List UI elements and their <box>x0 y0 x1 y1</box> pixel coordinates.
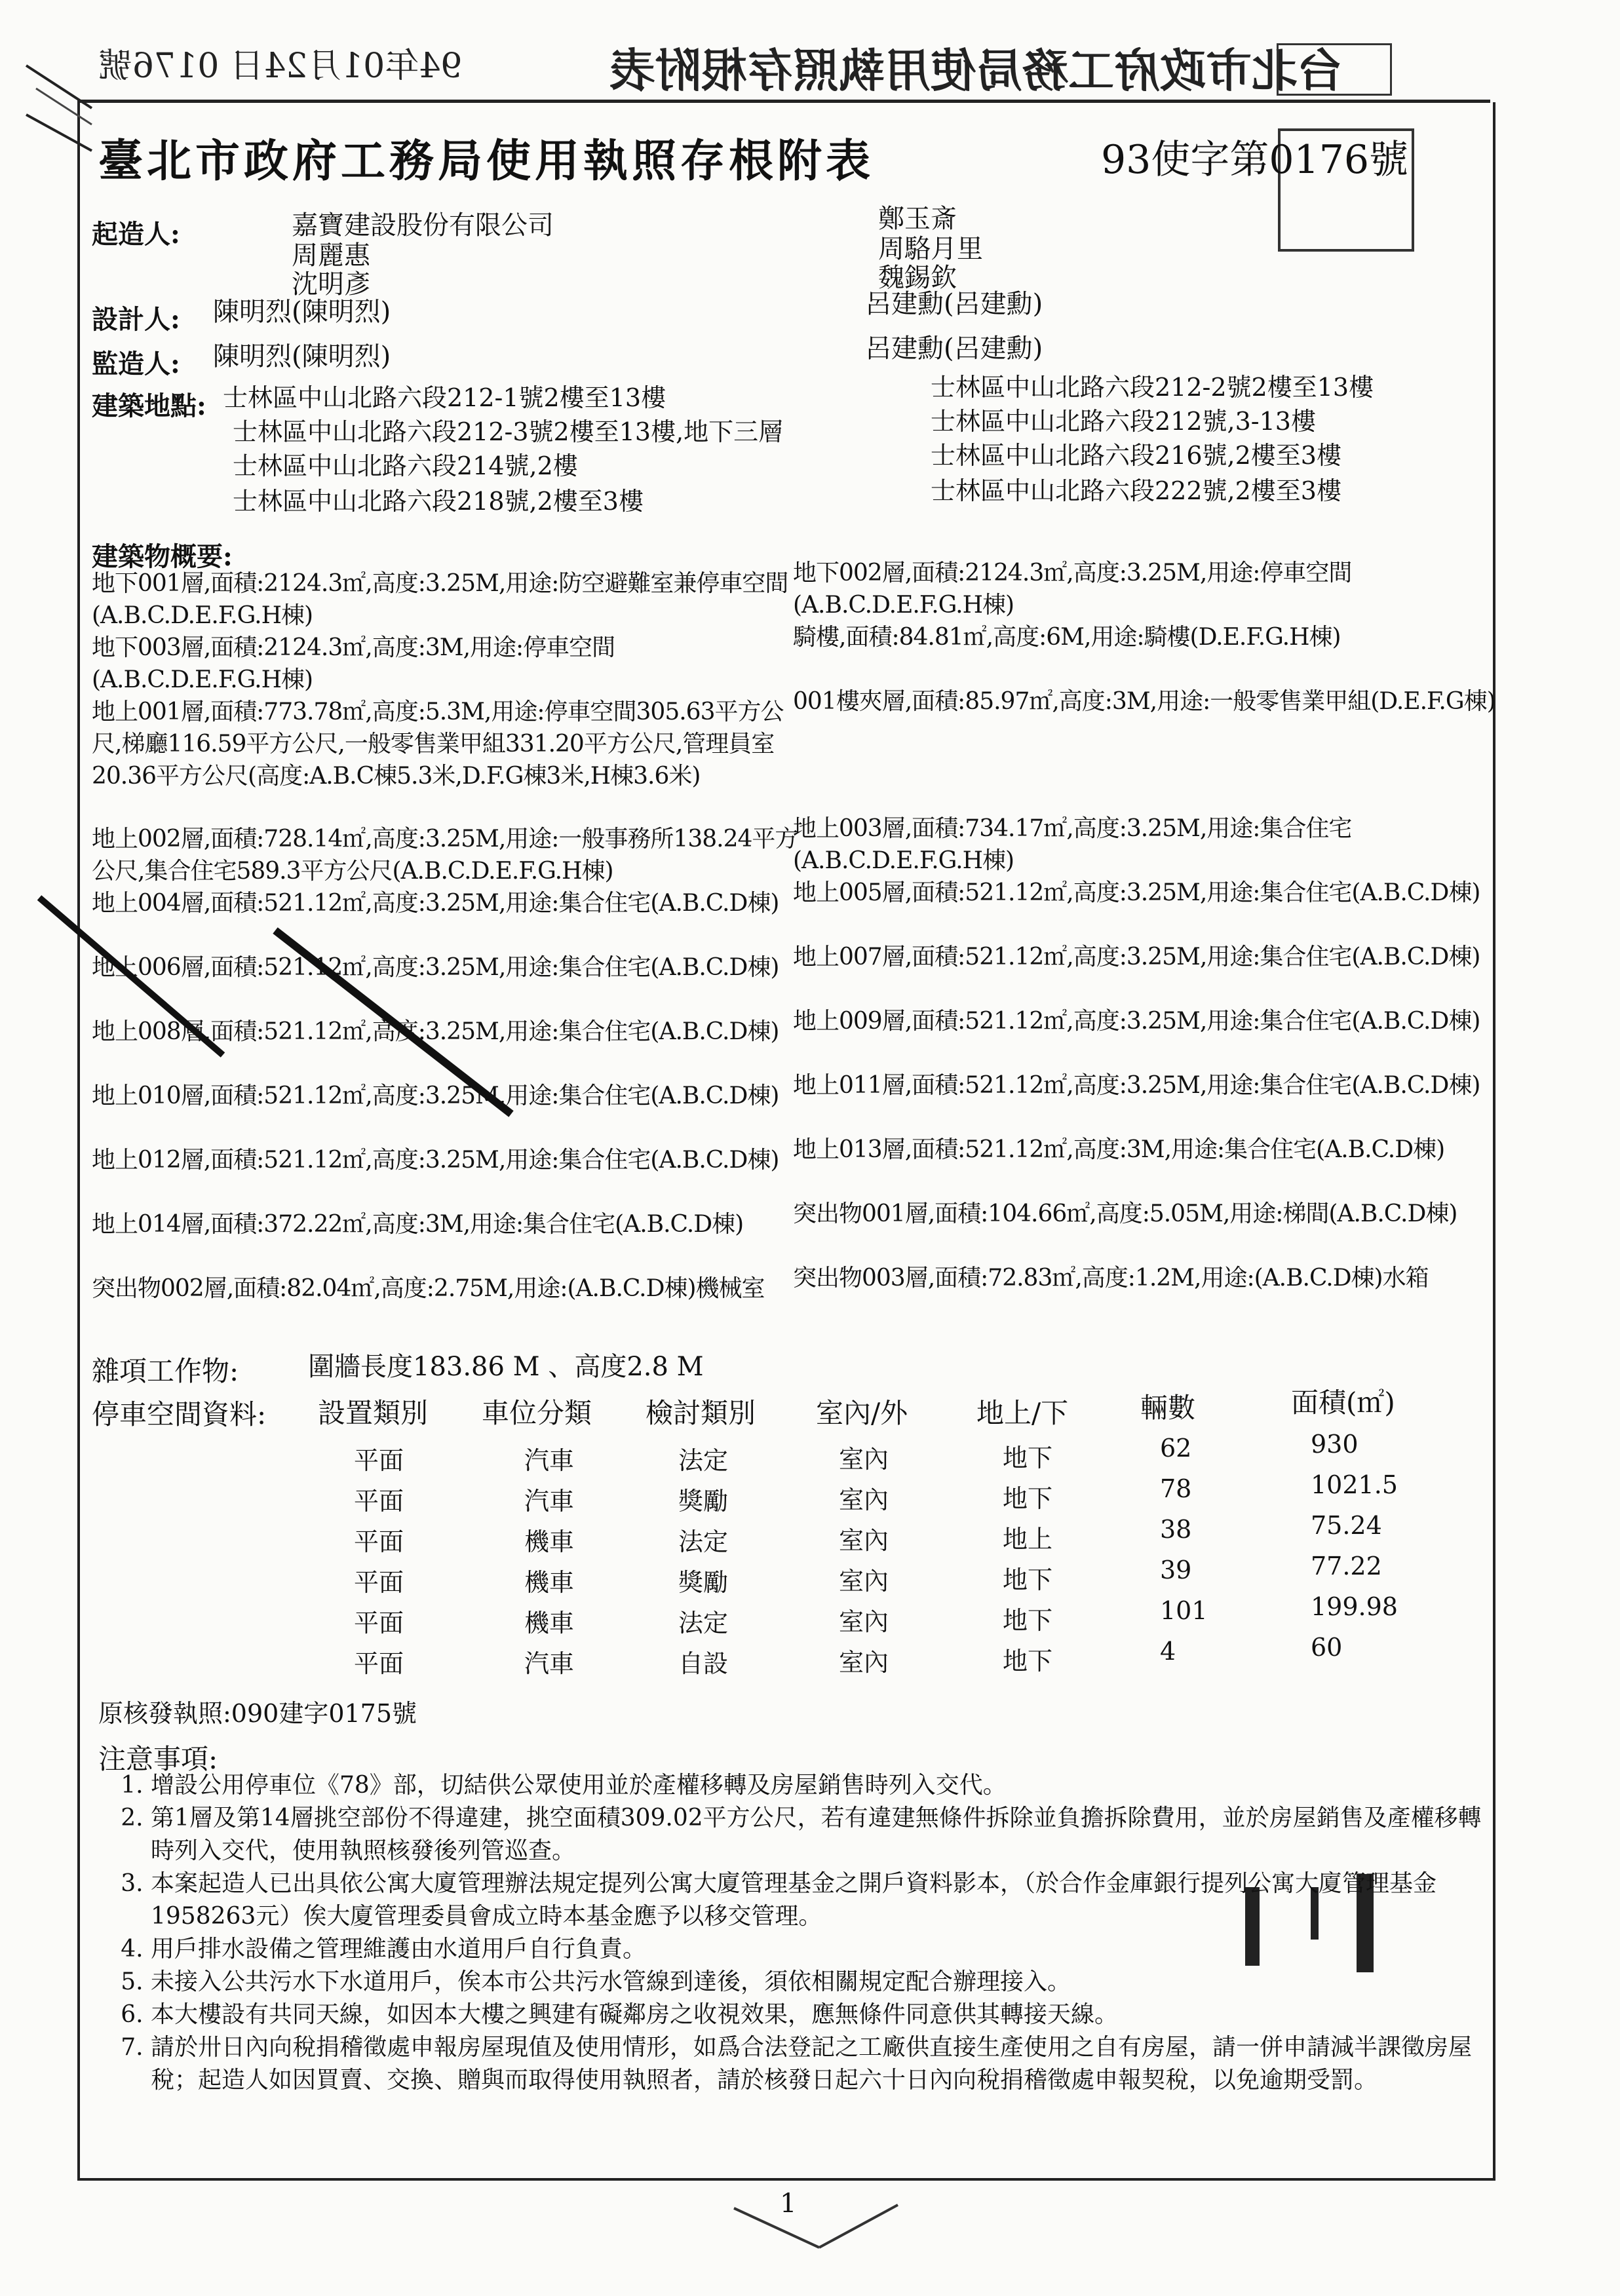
supervisor-left: 陳明烈(陳明烈) <box>213 341 391 372</box>
overview-left-2: 地下003層,面積:2124.3㎡,高度:3M,用途:停車空間(A.B.C.D.E.F.G.H棟) <box>92 634 615 693</box>
builder-left-3: 沈明彥 <box>292 269 370 299</box>
parking-header-7: 面積(㎡) <box>1291 1387 1395 1419</box>
parking-cell: 4 <box>1160 1637 1176 1666</box>
parking-header-5: 地上/下 <box>976 1397 1069 1429</box>
parking-header-3: 檢討類別 <box>646 1397 756 1429</box>
overview-right-11: 突出物003層,面積:72.83㎡,高度:1.2M,用途:(A.B.C.D棟)水箱 <box>793 1265 1429 1292</box>
designer-label: 設計人: <box>92 304 180 335</box>
note-item: 6. 本大樓設有共同天線，如因本大樓之興建有礙鄰房之收視效果，應無條件同意供其轉接天線。 <box>151 1999 1488 2031</box>
parking-cell: 930 <box>1311 1430 1359 1459</box>
site-left-4: 士林區中山北路六段218號,2樓至3樓 <box>233 487 644 516</box>
parking-cell: 地上 <box>1003 1525 1053 1554</box>
designer-left: 陳明烈(陳明烈) <box>213 297 391 327</box>
overview-left-7: 地上008層,面積:521.12㎡,高度:3.25M,用途:集合住宅(A.B.C.D棟) <box>92 1018 779 1045</box>
note-item: 2. 第1層及第14層挑空部份不得違建，挑空面積309.02平方公尺，若有違建無條件拆除並負擔拆除費用，並於房屋銷售及產權移轉時列入交代，使用執照核發後列管巡查。 <box>151 1802 1488 1867</box>
overview-left-4: 地上002層,面積:728.14㎡,高度:3.25M,用途:一般事務所138.24平方公尺,集合住宅589.3平方公尺(A.B.C.D.E.F.G.H棟) <box>92 826 798 885</box>
site-left-1: 士林區中山北路六段212-1號2樓至13樓 <box>223 383 666 412</box>
overview-left-6: 地上006層,面積:521.12㎡,高度:3.25M,用途:集合住宅(A.B.C.D棟) <box>92 954 779 981</box>
parking-cell: 38 <box>1160 1515 1192 1544</box>
site-right-2: 士林區中山北路六段212號,3-13樓 <box>931 407 1316 436</box>
parking-cell: 地下 <box>1003 1484 1053 1513</box>
parking-cell: 地下 <box>1003 1647 1053 1675</box>
parking-cell: 62 <box>1160 1434 1192 1463</box>
misc-label: 雜項工作物: <box>92 1355 239 1387</box>
parking-cell: 地下 <box>1003 1606 1053 1635</box>
parking-cell: 室內 <box>839 1485 889 1514</box>
parking-cell: 101 <box>1160 1596 1208 1625</box>
misc-value: 圍牆長度183.86 M 、高度2.8 M <box>308 1352 704 1382</box>
mirrored-header-left: 94年01月24日 0176號 <box>98 47 463 86</box>
parking-cell: 平面 <box>354 1527 404 1556</box>
parking-header-2: 車位分類 <box>482 1397 592 1429</box>
parking-cell: 汽車 <box>524 1446 575 1475</box>
parking-cell: 平面 <box>354 1487 404 1516</box>
parking-cell: 平面 <box>354 1649 404 1678</box>
site-left-2: 士林區中山北路六段212-3號2樓至13樓,地下三層 <box>233 417 784 446</box>
parking-cell: 地下 <box>1003 1444 1053 1472</box>
parking-cell: 平面 <box>354 1446 404 1475</box>
overview-right-2: 騎樓,面積:84.81㎡,高度:6M,用途:騎樓(D.E.F.G.H棟) <box>793 624 1341 651</box>
parking-cell: 60 <box>1311 1633 1343 1662</box>
overview-left-10: 地上014層,面積:372.22㎡,高度:3M,用途:集合住宅(A.B.C.D棟) <box>92 1211 744 1238</box>
parking-cell: 室內 <box>839 1648 889 1677</box>
parking-cell: 39 <box>1160 1556 1192 1584</box>
parking-cell: 室內 <box>839 1445 889 1474</box>
site-left-3: 士林區中山北路六段214號,2樓 <box>233 451 578 480</box>
site-right-1: 士林區中山北路六段212-2號2樓至13樓 <box>931 373 1374 402</box>
note-item: 3. 本案起造人已出具依公寓大廈管理辦法規定提列公寓大廈管理基金之開戶資料影本，（於合作金庫銀行提列公寓大廈管理基金1958263元）俟大廈管理委員會成立時本基金應予以移交管理。 <box>151 1867 1488 1933</box>
parking-label: 停車空間資料: <box>92 1398 267 1430</box>
overview-left-3: 地上001層,面積:773.78㎡,高度:5.3M,用途:停車空間305.63平方公尺,梯廳116.59平方公尺,一般零售業甲組331.20平方公尺,管理員室20.36平方公尺(高度:A.B.C棟5.3米,D.F.G棟3米,H棟3.6米) <box>92 698 784 790</box>
parking-cell: 平面 <box>354 1568 404 1597</box>
overview-right-9: 地上013層,面積:521.12㎡,高度:3M,用途:集合住宅(A.B.C.D棟) <box>793 1136 1445 1163</box>
notes-list <box>125 1769 1488 2097</box>
note-item: 5. 未接入公共污水下水道用戶，俟本市公共污水管線到達後，須依相關規定配合辦理接入。 <box>151 1966 1488 1999</box>
overview-right-1: 地下002層,面積:2124.3㎡,高度:3.25M,用途:停車空間(A.B.C.D.E.F.G.H棟) <box>793 560 1352 619</box>
parking-cell: 獎勵 <box>678 1568 729 1597</box>
overview-right-6: 地上007層,面積:521.12㎡,高度:3.25M,用途:集合住宅(A.B.C.D棟) <box>793 944 1480 970</box>
overview-label: 建築物概要: <box>92 541 233 572</box>
builder-right-3: 魏錫欽 <box>878 263 957 293</box>
overview-right-10: 突出物001層,面積:104.66㎡,高度:5.05M,用途:梯間(A.B.C.D棟) <box>793 1200 1457 1227</box>
parking-cell: 平面 <box>354 1609 404 1637</box>
overview-left-1: 地下001層,面積:2124.3㎡,高度:3.25M,用途:防空避難室兼停車空間(A.B.C.D.E.F.G.H棟) <box>92 570 788 629</box>
overview-right-8: 地上011層,面積:521.12㎡,高度:3.25M,用途:集合住宅(A.B.C.D棟) <box>793 1072 1480 1099</box>
overview-right-4: 地上003層,面積:734.17㎡,高度:3.25M,用途:集合住宅(A.B.C.D.E.F.G.H棟) <box>793 815 1352 874</box>
parking-cell: 地下 <box>1003 1565 1053 1594</box>
note-item: 1. 增設公用停車位《78》部，切結供公眾使用並於產權移轉及房屋銷售時列入交代。 <box>151 1769 1488 1802</box>
site-right-4: 士林區中山北路六段222號,2樓至3樓 <box>931 476 1341 505</box>
note-item: 7. 請於卅日內向稅捐稽徵處申報房屋現值及使用情形，如爲合法登記之工廠供直接生產使用之自有房屋，請一併申請減半課徵房屋稅；起造人如因買賣、交換、贈與而取得使用執照者，請於核發日起六十日內向稅捐稽徵處申報契稅，以免逾期受罰。 <box>151 2031 1488 2097</box>
parking-cell: 汽車 <box>524 1487 575 1516</box>
overview-left-9: 地上012層,面積:521.12㎡,高度:3.25M,用途:集合住宅(A.B.C.D棟) <box>92 1147 779 1174</box>
overview-right-7: 地上009層,面積:521.12㎡,高度:3.25M,用途:集合住宅(A.B.C.D棟) <box>793 1008 1480 1035</box>
parking-header-4: 室內/外 <box>816 1397 908 1429</box>
site-label: 建築地點: <box>92 391 206 421</box>
parking-cell: 汽車 <box>524 1649 575 1678</box>
builder-label: 起造人: <box>92 219 180 250</box>
original-permit: 原核發執照:090建字0175號 <box>98 1699 417 1728</box>
overview-left-8: 地上010層,面積:521.12㎡,高度:3.25M,用途:集合住宅(A.B.C.D棟) <box>92 1082 779 1109</box>
parking-cell: 機車 <box>524 1568 575 1597</box>
builder-right-2: 周駱月里 <box>878 234 983 264</box>
parking-cell: 77.22 <box>1311 1552 1382 1580</box>
site-right-3: 士林區中山北路六段216號,2樓至3樓 <box>931 441 1341 470</box>
parking-cell: 室內 <box>839 1607 889 1636</box>
page-number: 1 <box>780 2189 797 2219</box>
notes-label: 注意事項: <box>98 1743 218 1775</box>
parking-cell: 法定 <box>678 1609 729 1637</box>
overview-right-5: 地上005層,面積:521.12㎡,高度:3.25M,用途:集合住宅(A.B.C.D棟) <box>793 879 1480 906</box>
overview-right-3: 001樓夾層,面積:85.97㎡,高度:3M,用途:一般零售業甲組(D.E.F.G棟) <box>793 688 1495 715</box>
parking-header-6: 輛數 <box>1140 1392 1196 1424</box>
parking-cell: 199.98 <box>1311 1592 1398 1621</box>
designer-right: 呂建勳(呂建勳) <box>865 289 1043 319</box>
parking-cell: 75.24 <box>1311 1511 1382 1540</box>
parking-cell: 室內 <box>839 1567 889 1596</box>
mirrored-header-right: 台北市政府工務局使用執照存根附表 <box>609 43 1343 98</box>
builder-right-1: 鄭玉斎 <box>878 204 957 234</box>
parking-cell: 自設 <box>678 1649 729 1678</box>
supervisor-right: 呂建勳(呂建勳) <box>865 334 1043 364</box>
parking-cell: 78 <box>1160 1474 1192 1503</box>
parking-cell: 法定 <box>678 1527 729 1556</box>
builder-left-2: 周麗惠 <box>292 240 370 271</box>
parking-cell: 1021.5 <box>1311 1470 1398 1499</box>
builder-left-1: 嘉寶建設股份有限公司 <box>292 210 554 240</box>
parking-cell: 獎勵 <box>678 1487 729 1516</box>
parking-cell: 機車 <box>524 1609 575 1637</box>
parking-cell: 法定 <box>678 1446 729 1475</box>
note-item: 4. 用戶排水設備之管理維護由水道用戶自行負責。 <box>151 1933 1488 1966</box>
parking-cell: 室內 <box>839 1526 889 1555</box>
permit-number: 93使字第0176號 <box>1101 137 1409 183</box>
overview-left-11: 突出物002層,面積:82.04㎡,高度:2.75M,用途:(A.B.C.D棟)機械室 <box>92 1275 765 1302</box>
overview-left-5: 地上004層,面積:521.12㎡,高度:3.25M,用途:集合住宅(A.B.C.D棟) <box>92 890 779 917</box>
page-title: 臺北市政府工務局使用執照存根附表 <box>98 135 875 187</box>
supervisor-label: 監造人: <box>92 349 180 379</box>
parking-cell: 機車 <box>524 1527 575 1556</box>
parking-header-1: 設置類別 <box>318 1397 429 1429</box>
